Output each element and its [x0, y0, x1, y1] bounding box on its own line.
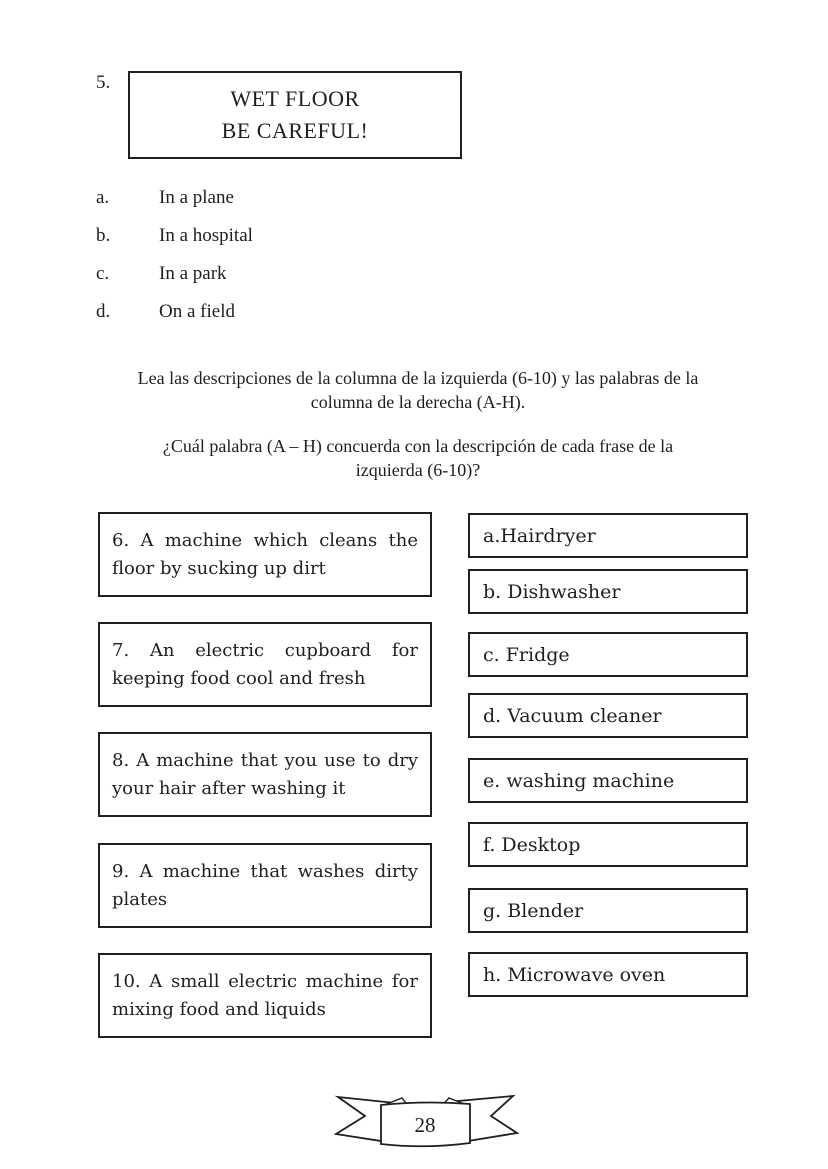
right-item-box-c — [468, 632, 748, 677]
option-letter: c. — [96, 263, 110, 284]
left-item-text: 8. A machine that you use to dry — [112, 749, 418, 771]
right-item-text: b. Dishwasher — [483, 580, 621, 603]
left-item-box-6 — [98, 512, 432, 597]
instructions-line: ¿Cuál palabra (A – H) concuerda con la descripción de cada frase de la — [162, 436, 674, 456]
left-item-box-10 — [98, 953, 432, 1038]
option-letter: b. — [96, 225, 111, 246]
left-item-text: plates — [112, 888, 168, 910]
option-text: In a plane — [159, 187, 234, 208]
instructions-paragraph-1 — [64, 366, 772, 414]
right-item-text: e. washing machine — [483, 769, 675, 792]
option-text: On a field — [159, 301, 235, 322]
right-item-text: d. Vacuum cleaner — [483, 704, 662, 727]
right-item-text: a.Hairdryer — [483, 524, 596, 547]
left-item-box-8 — [98, 732, 432, 817]
right-item-box-e — [468, 758, 748, 803]
right-item-box-a — [468, 513, 748, 558]
option-letter: a. — [96, 187, 110, 208]
left-item-text: mixing food and liquids — [112, 998, 326, 1020]
instructions-line: Lea las descripciones de la columna de la izquierda (6-10) y las palabras de la — [137, 368, 699, 388]
left-item-text: 6. A machine which cleans the — [112, 529, 418, 551]
question-5-number: 5. — [96, 72, 111, 93]
left-item-text: your hair after washing it — [112, 777, 346, 799]
left-item-text: floor by sucking up dirt — [112, 557, 326, 579]
page-number: 28 — [414, 1113, 436, 1137]
ribbon-banner-icon — [325, 1085, 525, 1165]
option-letter: d. — [96, 301, 111, 322]
wet-floor-sign-box — [128, 71, 462, 159]
left-item-box-9 — [98, 843, 432, 928]
option-row-b — [96, 224, 456, 248]
option-text: In a park — [159, 263, 227, 284]
instructions-line: izquierda (6-10)? — [355, 460, 481, 480]
right-item-text: f. Desktop — [483, 833, 581, 856]
right-item-box-g — [468, 888, 748, 933]
right-item-text: c. Fridge — [483, 643, 570, 666]
right-item-text: h. Microwave oven — [483, 963, 666, 986]
left-item-text: 9. A machine that washes dirty — [112, 860, 418, 882]
left-item-text: keeping food cool and fresh — [112, 667, 366, 689]
option-text: In a hospital — [159, 225, 253, 246]
instructions-paragraph-2 — [64, 434, 772, 482]
right-item-box-h — [468, 952, 748, 997]
left-item-text: 10. A small electric machine for — [112, 970, 418, 992]
option-row-d — [96, 300, 456, 324]
option-row-c — [96, 262, 456, 286]
right-item-text: g. Blender — [483, 899, 584, 922]
sign-line-2: BE CAREFUL! — [221, 118, 369, 143]
right-item-box-b — [468, 569, 748, 614]
left-item-box-7 — [98, 622, 432, 707]
left-item-text: 7. An electric cupboard for — [112, 639, 418, 661]
right-item-box-d — [468, 693, 748, 738]
option-row-a — [96, 186, 456, 210]
instructions-line: columna de la derecha (A-H). — [310, 392, 526, 412]
page-number-ribbon — [325, 1085, 525, 1165]
sign-line-1: WET FLOOR — [230, 86, 360, 111]
question-5-options — [96, 186, 456, 338]
right-item-box-f — [468, 822, 748, 867]
